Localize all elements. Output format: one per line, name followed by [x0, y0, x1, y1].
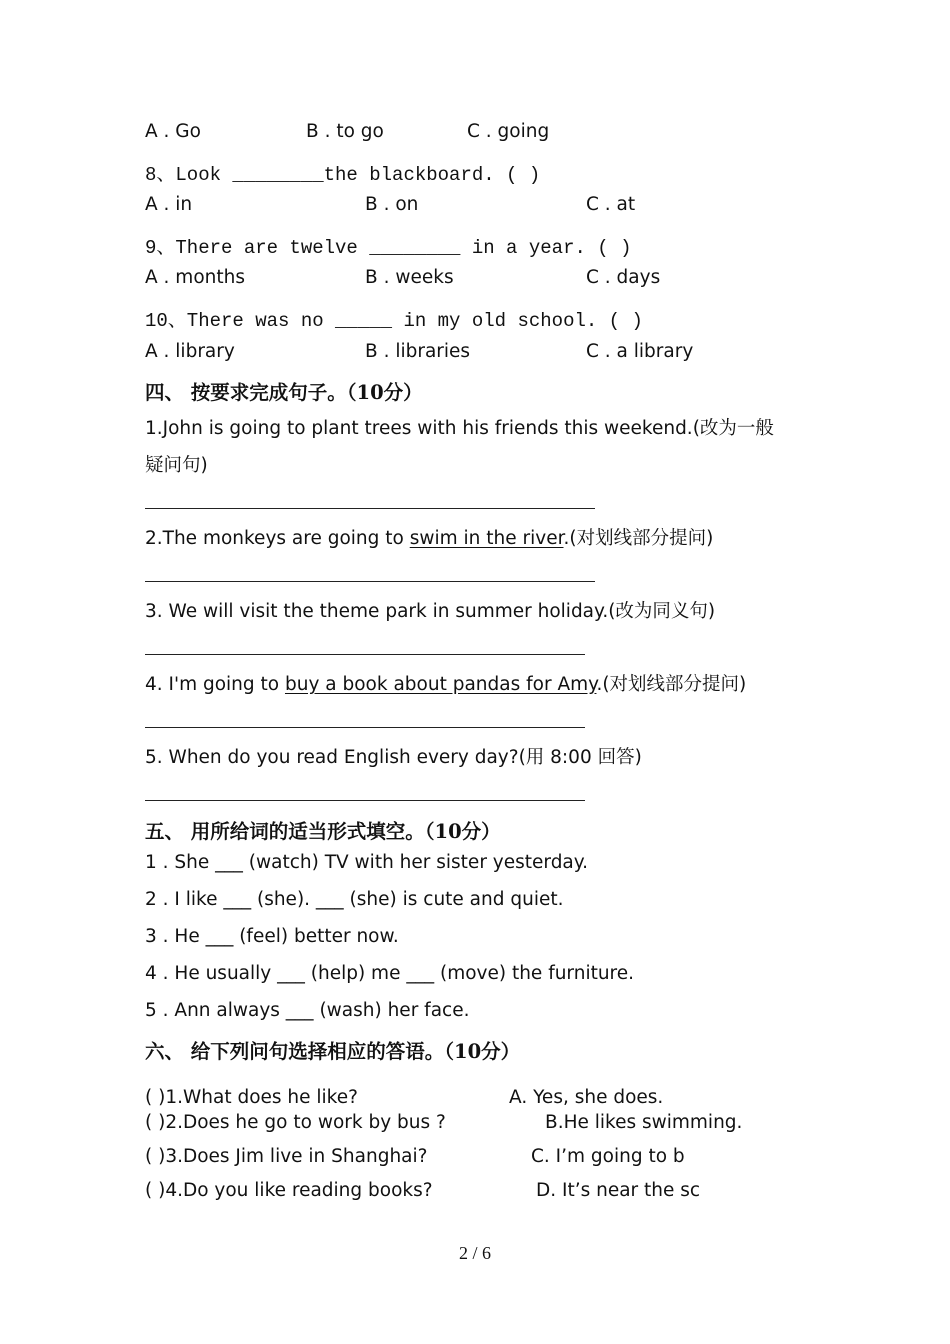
- section6-answer-b: B.He likes swimming.: [545, 1112, 743, 1133]
- section5-item-1: 1 . She ___ (watch) TV with her sister yesterday.: [145, 852, 588, 873]
- q7-option-b: B . to go: [306, 121, 384, 142]
- section5-title: 五、 用所给词的适当形式填空。（10分）: [145, 820, 501, 843]
- section5-item-4: 4 . He usually ___ (help) me ___ (move) the furniture.: [145, 963, 635, 984]
- section4-q1-line1: 1.John is going to plant trees with his friends this weekend.(改为一般: [145, 418, 774, 439]
- section4-q2-pre: 2.The monkeys are going to: [145, 528, 410, 549]
- q9-text: 9、There are twelve ________ in a year. ( ): [145, 237, 632, 259]
- q9-option-b: B . weeks: [365, 267, 454, 288]
- section4-q2-underlined: swim in the river: [409, 528, 564, 549]
- section6-answer-c: C. I’m going to b: [531, 1146, 685, 1167]
- section6-question-3: ( )3.Does Jim live in Shanghai?: [145, 1146, 428, 1167]
- q10-option-c: C . a library: [586, 341, 694, 362]
- section5-item-2: 2 . I like ___ (she). ___ (she) is cute and quiet.: [145, 889, 564, 910]
- section4-q4-post: .(对划线部分提问): [596, 674, 747, 695]
- q9-option-a: A . months: [145, 267, 245, 288]
- answer-line-4: [145, 727, 585, 728]
- answer-line-5: [145, 800, 585, 801]
- section6-answer-a: A. Yes, she does.: [509, 1087, 664, 1108]
- section4-q4-pre: 4. I'm going to: [145, 674, 285, 695]
- q8-option-a: A . in: [145, 194, 193, 215]
- section6-question-1: ( )1.What does he like?: [145, 1087, 358, 1108]
- section6-question-4: ( )4.Do you like reading books?: [145, 1180, 433, 1201]
- section4-q2: [145, 524, 713, 550]
- answer-line-2: [145, 581, 595, 582]
- q8-text: 8、Look ________the blackboard. ( ): [145, 164, 541, 186]
- q10-option-b: B . libraries: [365, 341, 471, 362]
- section5-item-3: 3 . He ___ (feel) better now.: [145, 926, 399, 947]
- section4-q1-line2: 疑问句): [145, 455, 208, 476]
- q8-option-b: B . on: [365, 194, 419, 215]
- page-number: 2 / 6: [458, 1243, 491, 1263]
- q10-text: 10、There was no _____ in my old school. ( ): [145, 310, 643, 332]
- section4-title: 四、 按要求完成句子。（10分）: [145, 381, 423, 404]
- section4-q2-post: .(对划线部分提问): [563, 528, 714, 549]
- section4-q4: [145, 670, 746, 696]
- q7-option-c: C . going: [467, 121, 550, 142]
- q9-option-c: C . days: [586, 267, 661, 288]
- q8-option-c: C . at: [586, 194, 636, 215]
- section4-q3: 3. We will visit the theme park in summer holiday.(改为同义句): [145, 601, 716, 622]
- section5-item-5: 5 . Ann always ___ (wash) her face.: [145, 1000, 470, 1021]
- q7-option-a: A . Go: [145, 121, 201, 142]
- section4-q4-underlined: buy a book about pandas for Amy: [284, 674, 597, 695]
- section6-question-2: ( )2.Does he go to work by bus ?: [145, 1112, 446, 1133]
- answer-line-1: [145, 508, 595, 509]
- q10-option-a: A . library: [145, 341, 235, 362]
- answer-line-3: [145, 654, 585, 655]
- section6-title: 六、 给下列问句选择相应的答语。（10分）: [145, 1040, 521, 1063]
- section4-q5: 5. When do you read English every day?(用 8:00 回答): [145, 747, 642, 768]
- section6-answer-d: D. It’s near the sc: [536, 1180, 701, 1201]
